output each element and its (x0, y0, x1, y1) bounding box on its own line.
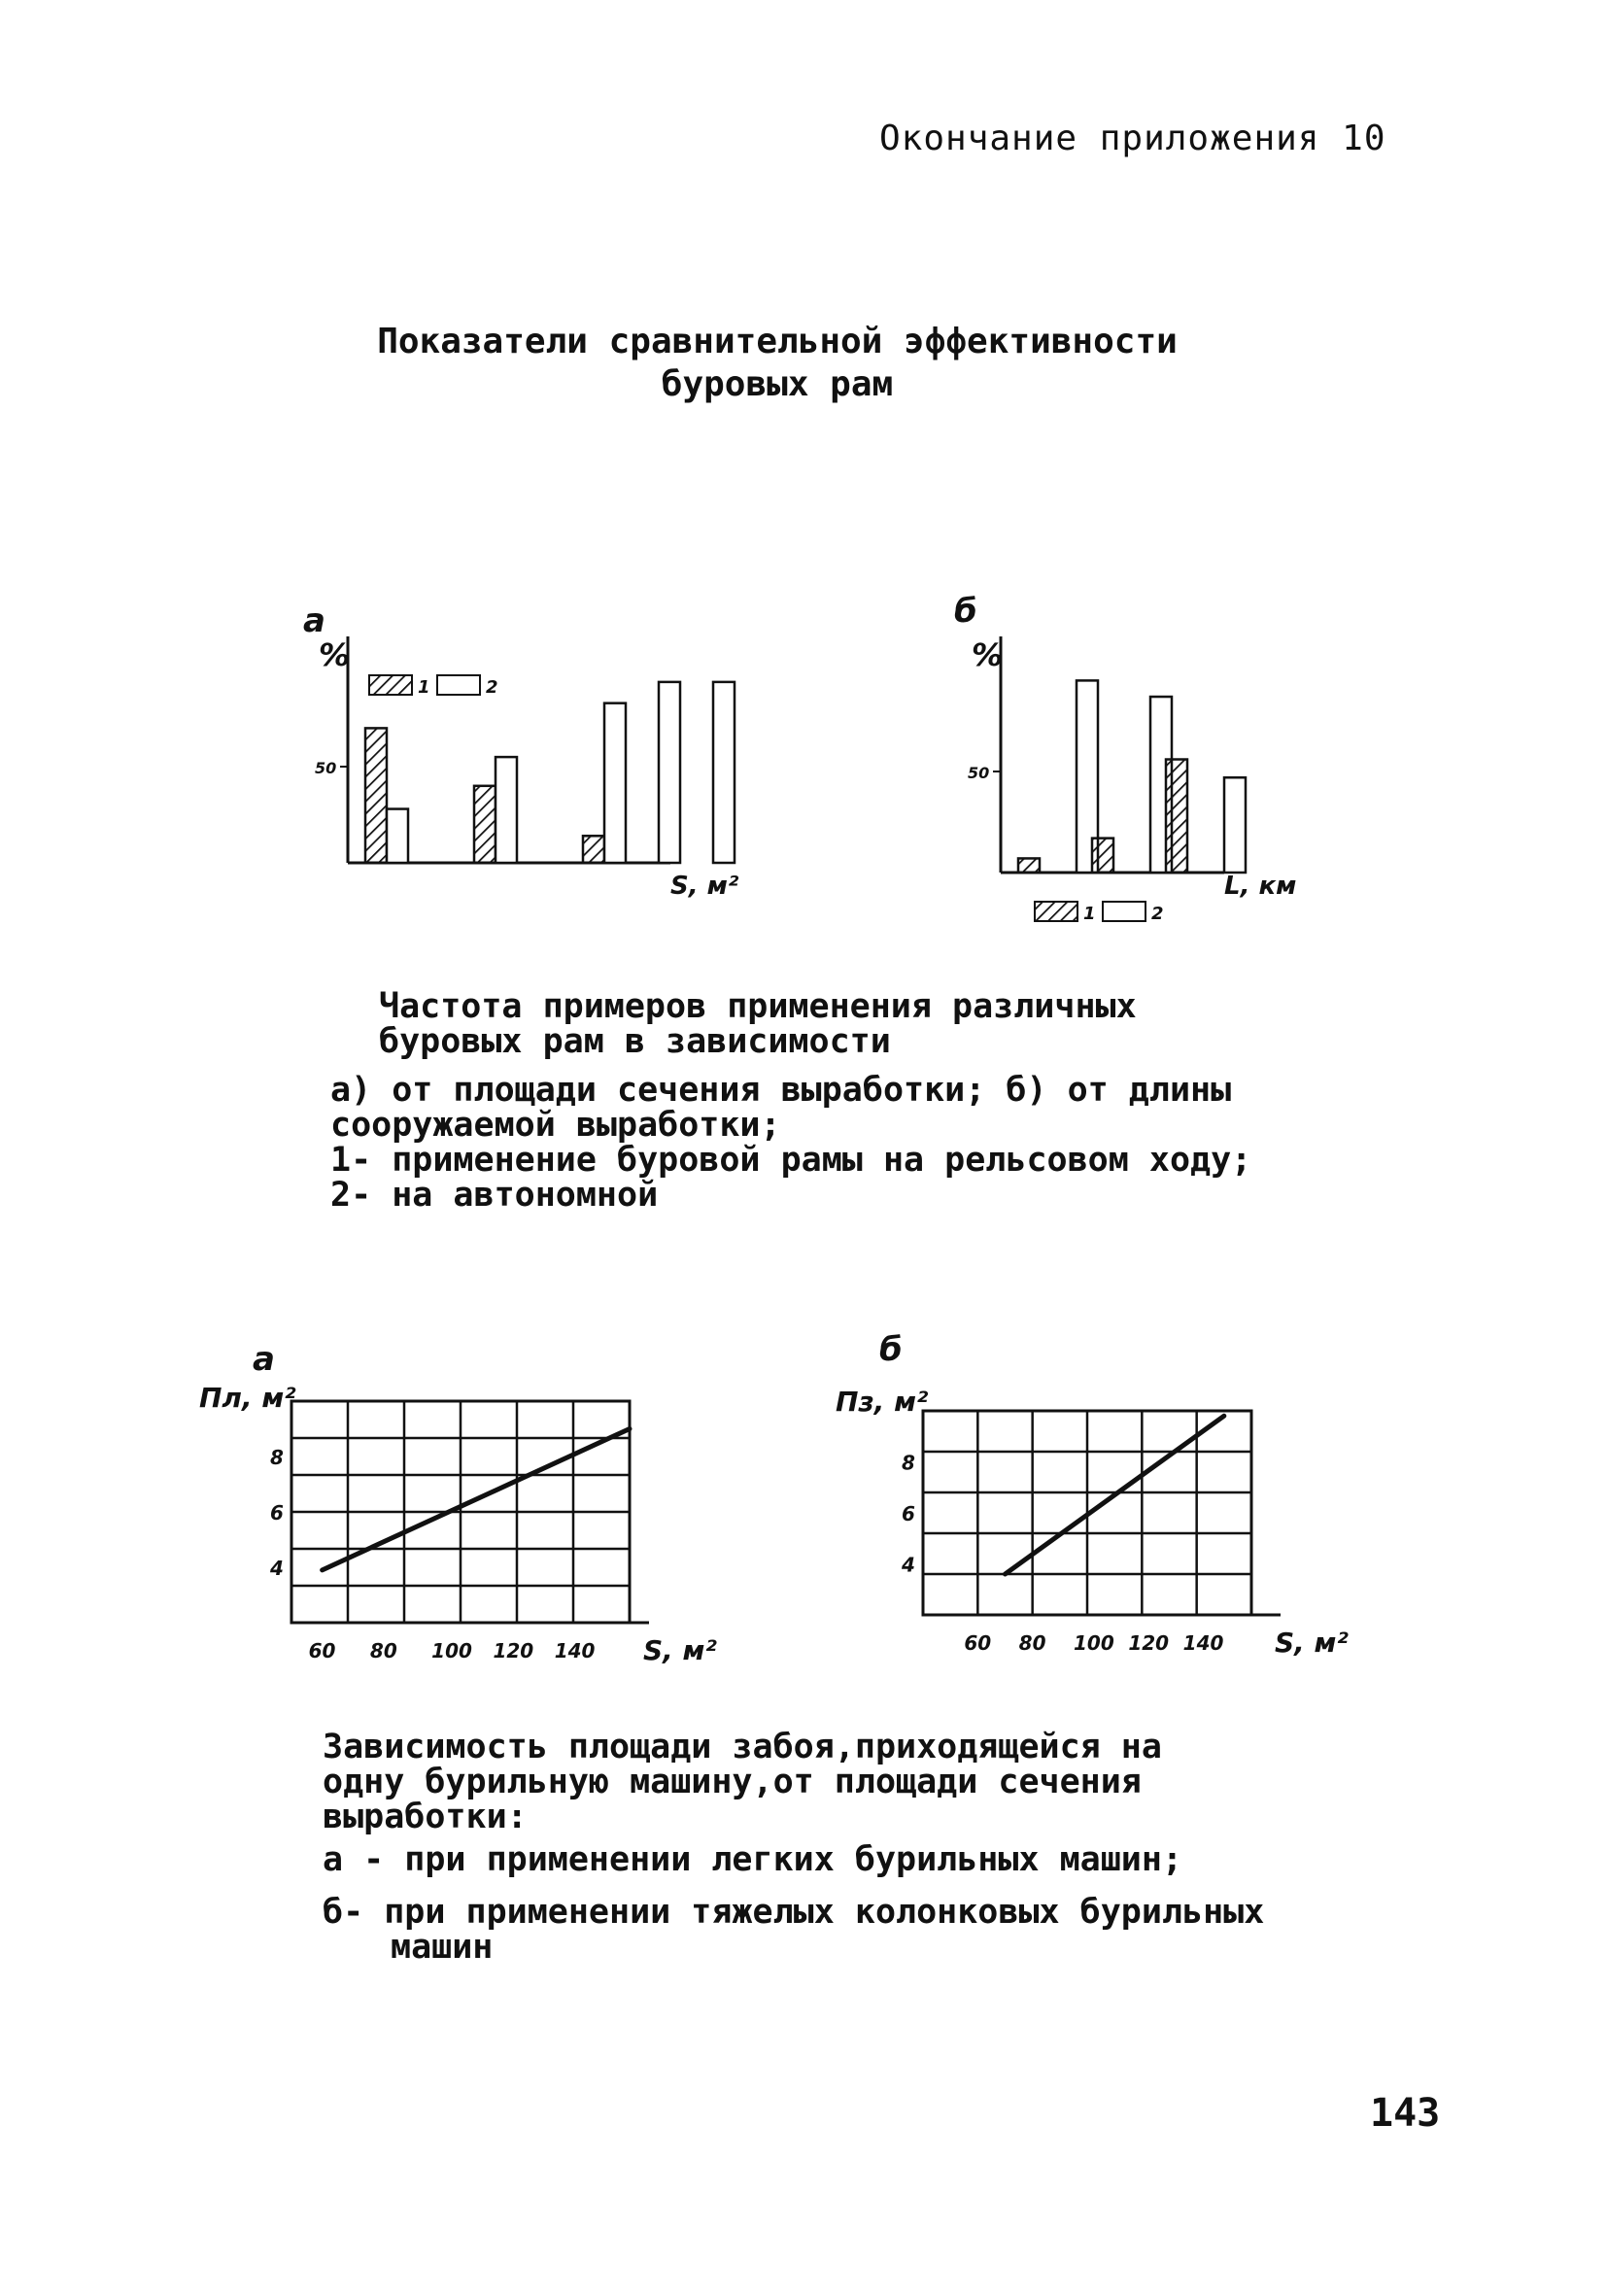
x-axis-label: S, м² (1275, 1627, 1349, 1659)
y-axis-label: % (972, 636, 1004, 673)
bar-s1-0 (365, 728, 387, 863)
panel-label: а (303, 601, 325, 640)
x-tick-label-3: 120 (1128, 1631, 1170, 1655)
figure2-caption-line-3: выработки: (323, 1798, 528, 1836)
x-axis-label: S, м² (643, 1634, 717, 1666)
figure2-caption-line-2: одну бурильную машину,от площади сечения (323, 1763, 1142, 1801)
x-tick-label-2: 100 (1074, 1631, 1114, 1655)
bar-s1-0 (1018, 858, 1040, 873)
figure2-caption (323, 1730, 1264, 1965)
y-tick-label-0: 4 (270, 1557, 284, 1580)
bar-chart-b (933, 592, 1341, 942)
panel-label: а (253, 1340, 275, 1379)
figure2-caption-line-1: Зависимость площади забоя,приходящейся на (323, 1728, 1162, 1766)
legend-label-2: 2 (486, 677, 498, 698)
legend-swatch-1 (369, 675, 412, 695)
page-title (291, 321, 1263, 406)
bar-s2-5 (1224, 777, 1246, 873)
bar-s2-2 (496, 757, 517, 863)
page-number: 143 (1370, 2091, 1441, 2136)
legend-swatch-2 (1103, 902, 1145, 921)
bar-s2-6 (713, 682, 735, 863)
x-tick-label-2: 100 (431, 1639, 472, 1662)
line-chart-a (194, 1340, 717, 1671)
page-header: Окончание приложения 10 (879, 119, 1386, 158)
bar-s1-4 (1166, 760, 1187, 873)
figure2-caption-line-4: а - при применении легких бурильных машин; (323, 1840, 1183, 1879)
x-axis-label: L, км (1224, 872, 1297, 901)
legend-swatch-2 (437, 675, 480, 695)
bar-s1-4 (583, 836, 604, 863)
y-tick-label-1: 6 (270, 1501, 284, 1525)
legend-label-2: 2 (1151, 904, 1164, 924)
x-tick-label-4: 140 (1182, 1631, 1224, 1655)
figure1-caption-line-2: буровых рам в зависимости (379, 1022, 891, 1061)
line-chart-b (816, 1330, 1349, 1681)
figure1-caption-line-5: 1- применение буровой рамы на рельсовом ходу; (330, 1141, 1252, 1180)
x-tick-label-1: 80 (1018, 1631, 1046, 1655)
x-axis-label: S, м² (670, 872, 739, 901)
page-title-line-2: буровых рам (661, 364, 894, 404)
legend-label-1: 1 (418, 677, 430, 698)
bar-chart-a (291, 602, 748, 923)
bar-s1-2 (1092, 839, 1113, 873)
y-tick-label-0: 50 (315, 759, 337, 777)
x-tick-label-4: 140 (554, 1639, 596, 1662)
y-tick-label-1: 6 (902, 1502, 915, 1525)
bar-s2-0 (387, 809, 408, 863)
legend-label-1: 1 (1083, 904, 1096, 924)
bar-s2-4 (604, 703, 626, 863)
figure1-caption-line-3: а) от площади сечения выработки; б) от длины (330, 1071, 1232, 1110)
x-tick-label-0: 60 (964, 1631, 992, 1655)
y-tick-label-0: 50 (968, 764, 990, 782)
figure1-caption-line-6: 2- на автономной (330, 1176, 659, 1215)
figure2-caption-line-6: машин (391, 1928, 494, 1967)
figure2-caption-line-5: б- при применении тяжелых колонковых бурильных (323, 1893, 1265, 1932)
y-axis-label: % (319, 636, 351, 673)
panel-label: б (879, 1330, 903, 1369)
figure1-caption (330, 989, 1251, 1213)
y-tick-label-2: 8 (270, 1446, 284, 1469)
y-axis-label: Пл, м² (199, 1382, 296, 1414)
bar-s2-5 (659, 682, 680, 863)
figure1-caption-line-1: Частота примеров применения различных (379, 987, 1137, 1026)
figure1-caption-line-4: сооружаемой выработки; (330, 1106, 781, 1145)
x-tick-label-3: 120 (493, 1639, 534, 1662)
legend-swatch-1 (1035, 902, 1077, 921)
y-tick-label-0: 4 (902, 1553, 915, 1577)
x-tick-label-0: 60 (308, 1639, 336, 1662)
x-tick-label-1: 80 (369, 1639, 397, 1662)
page-title-line-1: Показатели сравнительной эффективности (377, 322, 1178, 361)
bar-s1-2 (474, 786, 496, 863)
y-axis-label: Пз, м² (836, 1386, 929, 1418)
panel-label: б (954, 592, 977, 631)
data-line (1006, 1416, 1224, 1574)
y-tick-label-2: 8 (902, 1451, 915, 1475)
